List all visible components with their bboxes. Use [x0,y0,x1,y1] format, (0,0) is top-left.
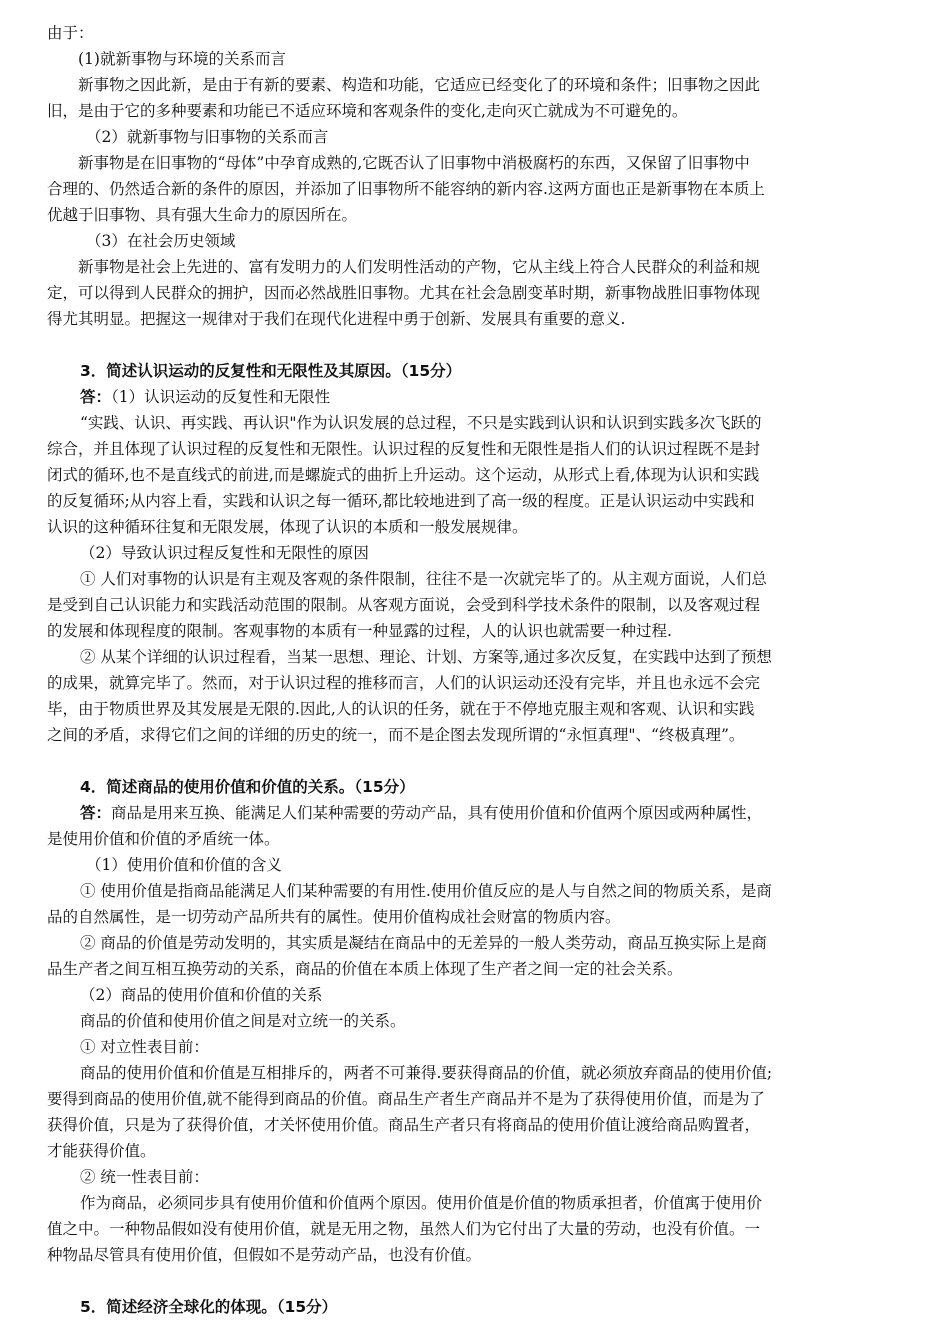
paragraph-line: 值之中。一种物品假如没有使用价值，就是无用之物，虽然人们为它付出了大量的劳动，也没有价值。一 [47,1220,761,1238]
document-page [47,20,909,1320]
answer-first-line: （1）认识运动的反复性和无限性 [111,388,331,406]
paragraph-line: ② 从某个详细的认识过程看，当某一思想、理论、计划、方案等,通过多次反复，在实践中达到了预想 [80,648,772,666]
intro-paragraph-line: 优越于旧事物、具有强大生命力的原因所在。 [47,206,358,224]
paragraph-line: 是使用价值和价值的矛盾统一体。 [47,830,280,848]
question-4-title: 4．简述商品的使用价值和价值的关系。（15分） [80,778,415,796]
paragraph-line: ① 人们对事物的认识是有主观及客观的条件限制，往往不是一次就完毕了的。从主观方面说，人们总 [80,570,767,588]
intro-paragraph-line: 新事物之因此新，是由于有新的要素、构造和功能，它适应已经变化了的环境和条件；旧事物之因此 [78,76,761,94]
intro-section [47,20,909,332]
subtitle: （2）商品的使用价值和价值的关系 [80,986,323,1004]
paragraph-line: 品生产者之间互相互换劳动的关系，商品的价值在本质上体现了生产者之间一定的社会关系。 [47,960,683,978]
paragraph-line: 品的自然属性，是一切劳动产品所共有的属性。使用价值构成社会财富的物质内容。 [47,908,621,926]
paragraph-line: 是受到自己认识能力和实践活动范围的限制。从客观方面说，会受到科学技术条件的限制，以及客观过程 [47,596,761,614]
intro-paragraph-line: 定，可以得到人民群众的拥护，因而必然战胜旧事物。尤其在社会急剧变革时期，新事物战胜旧事物体现 [47,284,761,302]
paragraph-line: 毕，由于物质世界及其发展是无限的.因此,人的认识的任务，就在于不停地克服主观和客观、认识和实践 [47,700,755,718]
paragraph-line: 综合，并且体现了认识过程的反复性和无限性。认识过程的反复性和无限性是指人们的认识过程既不是封 [47,440,761,458]
paragraph-line: 的成果，就算完毕了。然而，对于认识过程的推移而言，人们的认识运动还没有完毕，并且也永远不会完 [47,674,761,692]
paragraph-line: 才能获得价值。 [47,1142,156,1160]
paragraph-line: 商品的使用价值和价值是互相排斥的，两者不可兼得.要获得商品的价值，就必须放弃商品的使用价值; [80,1064,773,1082]
answer-first-line: 商品是用来互换、能满足人们某种需要的劳动产品，具有使用价值和价值两个原因或两种属性， [111,804,763,822]
intro-paragraph-line: 新事物是社会上先进的、富有发明力的人们发明性活动的产物，它从主线上符合人民群众的利益和规 [78,258,761,276]
question-5-title: 5．简述经济全球化的体现。（15分） [80,1298,338,1316]
question-3-title: 3．简述认识运动的反复性和无限性及其原因。（15分） [80,362,462,380]
paragraph-line: 认识的这种循环往复和无限发展，体现了认识的本质和一般发展规律。 [47,518,528,536]
intro-subtitle-3: （3）在社会历史领域 [86,232,236,250]
answer-label: 答： [80,804,112,822]
paragraph-line: 要得到商品的使用价值,就不能得到商品的价值。商品生产者生产商品并不是为了获得使用价值，而是为了 [47,1090,765,1108]
question-4-section [47,774,909,1268]
intro-subtitle-2: （2）就新事物与旧事物的关系而言 [86,128,329,146]
question-3-section [47,358,909,748]
paragraph-line: 商品的价值和使用价值之间是对立统一的关系。 [80,1012,406,1030]
intro-paragraph-line: 旧，是由于它的多种要素和功能已不适应环境和客观条件的变化,走向灭亡就成为不可避免的。 [47,102,688,120]
intro-lead: 由于： [47,24,94,42]
intro-subtitle-1: (1)就新事物与环境的关系而言 [78,50,286,68]
paragraph-line: 之间的矛盾，求得它们之间的详细的历史的统一，而不是企图去发现所谓的“永恒真理"、“终极真理”。 [47,726,745,744]
subtitle: ② 统一性表目前： [80,1168,209,1186]
paragraph-line: 作为商品，必须同步具有使用价值和价值两个原因。使用价值是价值的物质承担者，价值寓于使用价 [80,1194,763,1212]
paragraph-line: 闭式的循环,也不是直线式的前进,而是螺旋式的曲折上升运动。这个运动，从形式上看,体现为认识和实践 [47,466,760,484]
intro-paragraph-line: 新事物是在旧事物的“母体”中孕育成熟的,它既否认了旧事物中消极腐朽的东西，又保留了旧事物中 [78,154,750,172]
subtitle: ① 对立性表目前： [80,1038,209,1056]
paragraph-line: 的反复循环;从内容上看，实践和认识之每一循环,都比较地进到了高一级的程度。正是认识运动中实践和 [47,492,755,510]
subtitle: （1）使用价值和价值的含义 [86,856,282,874]
paragraph-line: 获得价值，只是为了获得价值，才关怀使用价值。商品生产者只有将商品的使用价值让渡给商品购置者， [47,1116,761,1134]
intro-paragraph-line: 合理的、仍然适合新的条件的原因，并添加了旧事物所不能容纳的新内容.这两方面也正是新事物在本质上 [47,180,765,198]
paragraph-line: “实践、认识、再实践、再认识"作为认识发展的总过程，不只是实践到认识和认识到实践多次飞跃的 [80,414,762,432]
subtitle: （2）导致认识过程反复性和无限性的原因 [80,544,369,562]
answer-label: 答： [80,388,112,406]
question-5-section [47,1294,909,1320]
intro-paragraph-line: 得尤其明显。把握这一规律对于我们在现代化进程中勇于创新、发展具有重要的意义. [47,310,626,328]
paragraph-line: ② 商品的价值是劳动发明的，其实质是凝结在商品中的无差异的一般人类劳动，商品互换实际上是商 [80,934,767,952]
paragraph-line: 的发展和体现程度的限制。客观事物的本质有一种显露的过程，人的认识也就需要一种过程. [47,622,672,640]
paragraph-line: 种物品尽管具有使用价值，但假如不是劳动产品，也没有价值。 [47,1246,482,1264]
paragraph-line: ① 使用价值是指商品能满足人们某种需要的有用性.使用价值反应的是人与自然之间的物质关系，是商 [80,882,772,900]
